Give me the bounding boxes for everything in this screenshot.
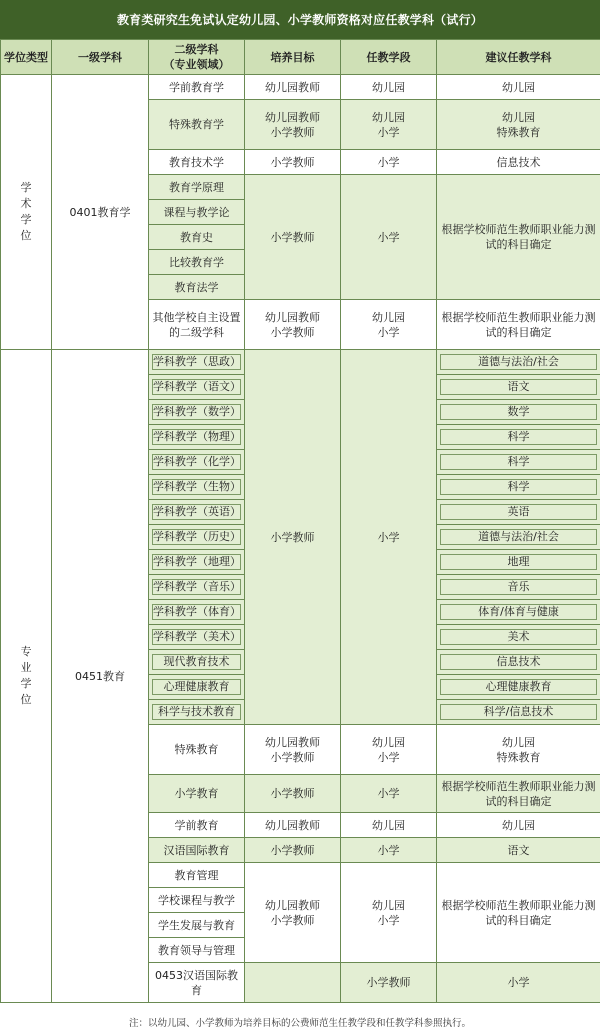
second-level-cell: 学科教学（英语） [149, 500, 245, 525]
stage-cell: 幼儿园 小学 [341, 863, 437, 963]
table-title: 教育类研究生免试认定幼儿园、小学教师资格对应任教学科（试行） [0, 0, 600, 39]
goal-cell: 幼儿园教师 小学教师 [245, 300, 341, 350]
subject-cell: 信息技术 [437, 650, 600, 675]
subject-cell: 体育/体育与健康 [437, 600, 600, 625]
stage-cell: 小学 [341, 775, 437, 813]
second-level-cell: 心理健康教育 [149, 675, 245, 700]
second-level-cell: 其他学校自主设置的二级学科 [149, 300, 245, 350]
goal-cell: 小学教师 [245, 150, 341, 175]
second-level-cell: 学科教学（思政） [149, 350, 245, 375]
second-level-cell: 学科教学（体育） [149, 600, 245, 625]
goal-cell: 小学教师 [245, 838, 341, 863]
goal-cell: 幼儿园教师 小学教师 [245, 725, 341, 775]
subject-cell: 语文 [437, 838, 600, 863]
stage-cell: 幼儿园 小学 [341, 300, 437, 350]
second-level-cell: 特殊教育学 [149, 100, 245, 150]
header-first-level: 一级学科 [52, 40, 149, 75]
second-level-cell: 教育领导与管理 [149, 938, 245, 963]
subject-cell: 根据学校师范生教师职业能力测试的科目确定 [437, 863, 600, 963]
subject-cell: 数学 [437, 400, 600, 425]
second-level-cell: 教育史 [149, 225, 245, 250]
second-level-cell: 学科教学（化学） [149, 450, 245, 475]
second-level-cell: 学科教学（物理） [149, 425, 245, 450]
second-level-cell: 比较教育学 [149, 250, 245, 275]
subject-cell: 幼儿园 [437, 813, 600, 838]
header-second-level [149, 40, 245, 75]
second-level-cell: 学科教学（音乐） [149, 575, 245, 600]
subject-cell: 根据学校师范生教师职业能力测试的科目确定 [437, 775, 600, 813]
first-level-0451: 0451教育 [52, 350, 149, 1003]
second-level-cell: 学生发展与教育 [149, 913, 245, 938]
qualification-table [0, 39, 600, 1003]
second-level-cell: 教育法学 [149, 275, 245, 300]
header-stage: 任教学段 [341, 40, 437, 75]
subject-cell: 地理 [437, 550, 600, 575]
second-level-cell [245, 963, 341, 1003]
second-level-cell: 课程与教学论 [149, 200, 245, 225]
goal-cell: 小学教师 [245, 775, 341, 813]
second-level-cell: 特殊教育 [149, 725, 245, 775]
stage-cell: 小学 [341, 838, 437, 863]
subject-cell: 信息技术 [437, 150, 600, 175]
second-level-cell: 学科教学（美术） [149, 625, 245, 650]
header-degree-type: 学位类型 [1, 40, 52, 75]
second-level-cell: 学科教学（历史） [149, 525, 245, 550]
subject-cell: 科学 [437, 450, 600, 475]
goal-cell: 幼儿园教师 小学教师 [245, 100, 341, 150]
subject-cell: 道德与法治/社会 [437, 350, 600, 375]
second-level-cell: 学科教学（语文） [149, 375, 245, 400]
subject-cell: 科学 [437, 475, 600, 500]
subject-cell: 音乐 [437, 575, 600, 600]
subject-cell: 幼儿园 特殊教育 [437, 100, 600, 150]
goal-cell: 小学教师 [245, 350, 341, 725]
footnote: 注：以幼儿园、小学教师为培养目标的公费师范生任教学段和任教学科参照执行。 [0, 1012, 600, 1031]
second-level-cell: 汉语国际教育 [149, 838, 245, 863]
stage-cell: 幼儿园 [341, 813, 437, 838]
goal-cell: 幼儿园教师 [245, 75, 341, 100]
second-level-cell: 学科教学（生物） [149, 475, 245, 500]
second-level-cell: 学前教育学 [149, 75, 245, 100]
subject-cell: 根据学校师范生教师职业能力测试的科目确定 [437, 300, 600, 350]
stage-cell: 小学 [341, 175, 437, 300]
stage-cell: 小学 [341, 150, 437, 175]
stage-cell: 幼儿园 [341, 75, 437, 100]
subject-cell: 根据学校师范生教师职业能力测试的科目确定 [437, 175, 600, 300]
first-level-0453: 0453汉语国际教育 [149, 963, 245, 1003]
header-goal: 培养目标 [245, 40, 341, 75]
second-level-cell: 现代教育技术 [149, 650, 245, 675]
second-level-cell: 教育学原理 [149, 175, 245, 200]
goal-cell: 小学教师 [245, 175, 341, 300]
second-level-cell: 学校课程与教学 [149, 888, 245, 913]
header-subject: 建议任教学科 [437, 40, 600, 75]
header-second-level-line2: （专业领域） [163, 58, 230, 71]
subject-cell: 幼儿园 特殊教育 [437, 725, 600, 775]
subject-cell: 语文 [437, 375, 600, 400]
stage-cell: 幼儿园 小学 [341, 725, 437, 775]
subject-cell: 美术 [437, 625, 600, 650]
stage-cell: 小学 [341, 350, 437, 725]
second-level-cell: 学科教学（地理） [149, 550, 245, 575]
second-level-cell: 科学与技术教育 [149, 700, 245, 725]
goal-cell: 幼儿园教师 [245, 813, 341, 838]
subject-cell: 心理健康教育 [437, 675, 600, 700]
subject-cell: 科学 [437, 425, 600, 450]
header-row [1, 40, 600, 75]
subject-cell: 道德与法治/社会 [437, 525, 600, 550]
goal-cell: 幼儿园教师 小学教师 [245, 863, 341, 963]
stage-cell: 幼儿园 小学 [341, 100, 437, 150]
subject-cell: 科学/信息技术 [437, 700, 600, 725]
second-level-cell: 教育技术学 [149, 150, 245, 175]
degree-type-professional: 专业学位 [1, 350, 52, 1003]
goal-cell: 小学教师 [341, 963, 437, 1003]
table-row [1, 75, 600, 100]
header-second-level-line1: 二级学科 [174, 43, 219, 56]
subject-cell: 幼儿园 [437, 75, 600, 100]
second-level-cell: 学前教育 [149, 813, 245, 838]
first-level-0401: 0401教育学 [52, 75, 149, 350]
table-row [1, 350, 600, 375]
stage-cell: 小学 [437, 963, 600, 1003]
subject-cell: 英语 [437, 500, 600, 525]
second-level-cell: 教育管理 [149, 863, 245, 888]
degree-type-academic: 学术学位 [1, 75, 52, 350]
second-level-cell: 小学教育 [149, 775, 245, 813]
second-level-cell: 学科教学（数学） [149, 400, 245, 425]
